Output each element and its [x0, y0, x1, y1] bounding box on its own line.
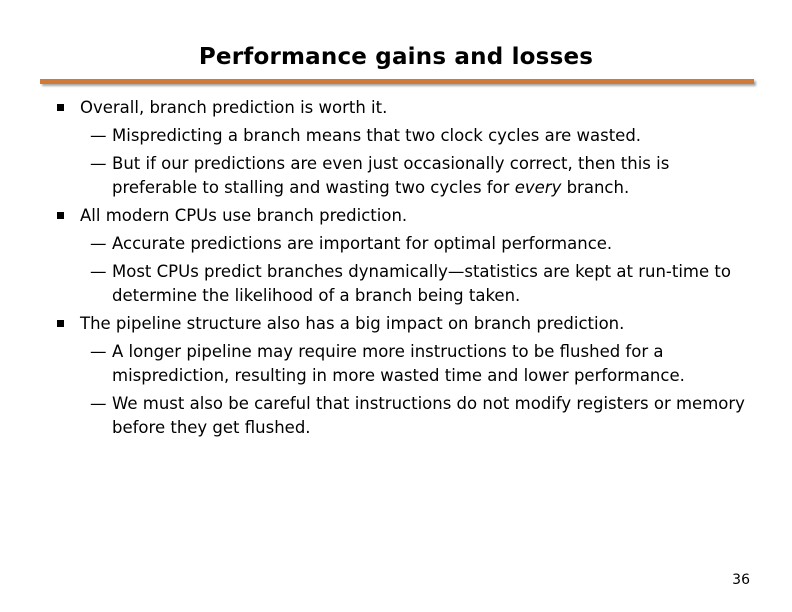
sub-bullet-text: We must also be careful that instructions do not modify registers or memory before they get flushed. — [112, 394, 745, 437]
sub-bullet-text: A longer pipeline may require more instructions to be flushed for a misprediction, resulting in more wasted time and lower performance. — [112, 342, 685, 385]
slide-content — [0, 96, 792, 444]
sub-bullet-text: Mispredicting a branch means that two clock cycles are wasted. — [112, 126, 642, 145]
sub-bullet-item — [0, 260, 792, 308]
bullet-item — [0, 204, 792, 228]
sub-bullet-item — [0, 152, 792, 200]
sub-bullet-item — [0, 232, 792, 256]
dash-bullet-icon: — — [90, 234, 107, 253]
bullet-item — [0, 96, 792, 120]
slide-title: Performance gains and losses — [198, 44, 594, 70]
square-bullet-icon — [57, 104, 64, 111]
bullet-item — [0, 312, 792, 336]
square-bullet-icon — [57, 320, 64, 327]
sub-bullet-text-before: But if our predictions are even just occasionally correct, then this is preferable to stalling and wasting two cycles for — [112, 154, 670, 197]
dash-bullet-icon: — — [90, 262, 107, 281]
bullet-text: Overall, branch prediction is worth it. — [80, 98, 388, 117]
bullet-text: The pipeline structure also has a big impact on branch prediction. — [80, 314, 625, 333]
sub-bullet-item — [0, 392, 792, 440]
dash-bullet-icon: — — [90, 394, 107, 413]
title-divider — [40, 79, 754, 84]
sub-bullet-text-after: branch. — [561, 178, 630, 197]
square-bullet-icon — [57, 212, 64, 219]
dash-bullet-icon: — — [90, 342, 107, 361]
sub-bullet-text: Most CPUs predict branches dynamically—statistics are kept at run-time to determine the likelihood of a branch being taken. — [112, 262, 731, 305]
dash-bullet-icon: — — [90, 154, 107, 173]
emphasis-text: every — [514, 178, 562, 197]
dash-bullet-icon: — — [90, 126, 107, 145]
bullet-text: All modern CPUs use branch prediction. — [80, 206, 408, 225]
sub-bullet-item — [0, 340, 792, 388]
page-number: 36 — [732, 572, 750, 588]
sub-bullet-item — [0, 124, 792, 148]
sub-bullet-text: Accurate predictions are important for optimal performance. — [112, 234, 613, 253]
